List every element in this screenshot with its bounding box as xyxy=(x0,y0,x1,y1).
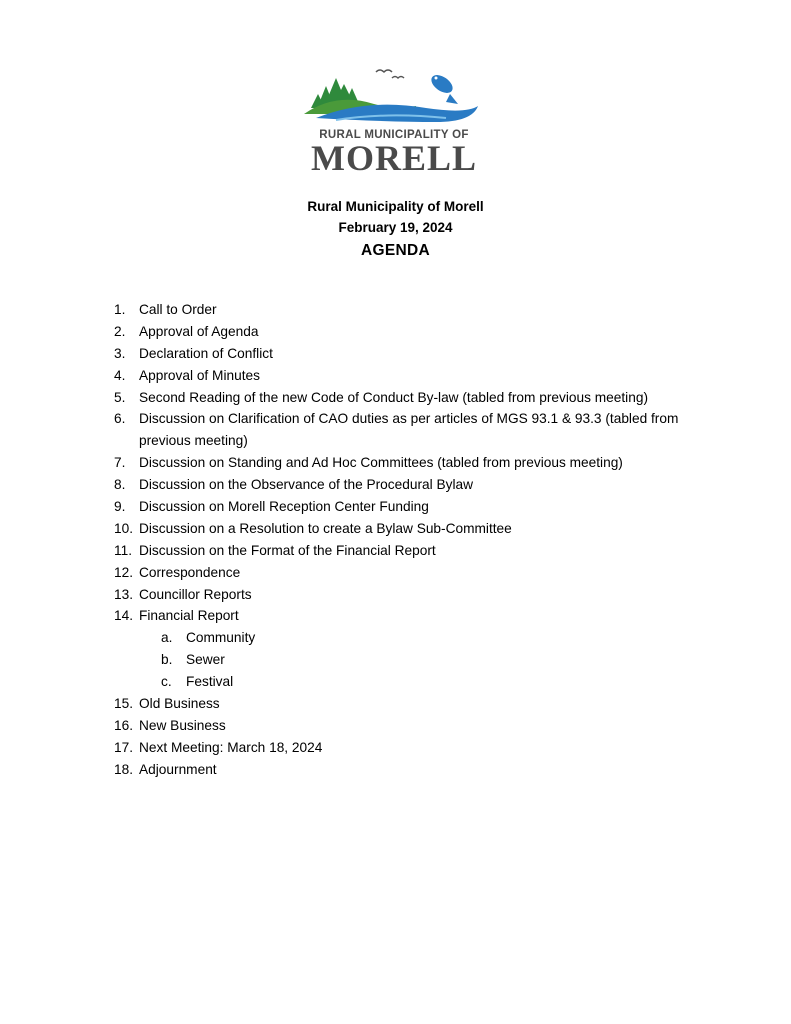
logo-line2: MORELL xyxy=(310,138,478,178)
item-text: Next Meeting: March 18, 2024 xyxy=(139,739,323,755)
item-number: 13. xyxy=(114,586,134,602)
agenda-item xyxy=(114,474,714,496)
item-number: 1. xyxy=(114,302,126,317)
item-number: 2. xyxy=(114,323,126,339)
item-text: Correspondence xyxy=(139,564,241,580)
item-number: 4. xyxy=(114,367,126,383)
agenda-subitem xyxy=(114,649,714,671)
fish-icon xyxy=(428,71,458,104)
item-number: 7. xyxy=(114,455,126,471)
item-text: Discussion on Morell Reception Center Funding xyxy=(139,499,429,515)
logo-line1: RURAL MUNICIPALITY OF xyxy=(319,129,469,141)
item-number: 18. xyxy=(114,761,134,777)
item-number: 6. xyxy=(114,411,126,427)
bird-icon xyxy=(392,77,404,79)
agenda-item xyxy=(114,605,714,627)
organization-name: Rural Municipality of Morell xyxy=(307,199,484,214)
item-text: Call to Order xyxy=(139,302,217,317)
item-number: 11. xyxy=(114,542,133,558)
agenda-item xyxy=(114,408,714,452)
meeting-date: February 19, 2024 xyxy=(338,220,453,235)
agenda-item xyxy=(114,715,714,737)
item-number: 9. xyxy=(114,499,126,515)
agenda-item xyxy=(114,540,714,562)
item-text: Second Reading of the new Code of Conduct By-law (tabled from previous meeting) xyxy=(139,389,648,405)
item-number: c. xyxy=(161,674,172,690)
item-text: Approval of Agenda xyxy=(139,323,259,339)
item-number: a. xyxy=(161,630,173,646)
item-number: 3. xyxy=(114,345,126,361)
page-title: AGENDA xyxy=(361,242,430,259)
agenda-header xyxy=(0,196,791,263)
item-text: Approval of Minutes xyxy=(139,367,260,383)
item-number: 16. xyxy=(114,717,134,733)
item-text: Discussion on Clarification of CAO duties as per articles of MGS 93.1 & 93.3 (tabled from previous meeting) xyxy=(139,411,679,449)
agenda-item xyxy=(114,759,714,781)
item-text: Discussion on Standing and Ad Hoc Committees (tabled from previous meeting) xyxy=(139,455,623,471)
agenda-subitem xyxy=(114,627,714,649)
item-text: Councillor Reports xyxy=(139,586,252,602)
agenda-item xyxy=(114,693,714,715)
bird-icon xyxy=(376,70,392,72)
agenda-item xyxy=(114,343,714,365)
agenda-list xyxy=(114,299,714,781)
municipality-logo xyxy=(296,62,492,178)
item-number: 10. xyxy=(114,520,134,536)
item-number: 5. xyxy=(114,389,126,405)
item-text: Discussion on a Resolution to create a Bylaw Sub-Committee xyxy=(139,520,512,536)
item-number: 8. xyxy=(114,477,126,493)
agenda-item xyxy=(114,737,714,759)
agenda-item xyxy=(114,518,714,540)
agenda-item xyxy=(114,452,714,474)
item-number: b. xyxy=(161,652,173,668)
agenda-subitem xyxy=(114,671,714,693)
item-text: Sewer xyxy=(186,652,225,668)
agenda-item xyxy=(114,496,714,518)
item-text: Discussion on the Observance of the Procedural Bylaw xyxy=(139,477,473,493)
item-text: Festival xyxy=(186,674,234,690)
agenda-item xyxy=(114,584,714,606)
item-text: Financial Report xyxy=(139,608,239,624)
agenda-item xyxy=(114,562,714,584)
item-text: Old Business xyxy=(139,696,220,712)
item-text: Discussion on the Format of the Financial Report xyxy=(139,542,436,558)
item-text: New Business xyxy=(139,717,226,733)
item-text: Adjournment xyxy=(139,761,217,777)
item-number: 17. xyxy=(114,739,134,755)
item-text: Declaration of Conflict xyxy=(139,345,273,361)
item-number: 12. xyxy=(114,564,134,580)
agenda-item xyxy=(114,321,714,343)
agenda-item xyxy=(114,299,714,321)
agenda-item xyxy=(114,387,714,409)
item-text: Community xyxy=(186,630,256,646)
item-number: 14. xyxy=(114,608,134,624)
item-number: 15. xyxy=(114,696,134,712)
agenda-item xyxy=(114,365,714,387)
